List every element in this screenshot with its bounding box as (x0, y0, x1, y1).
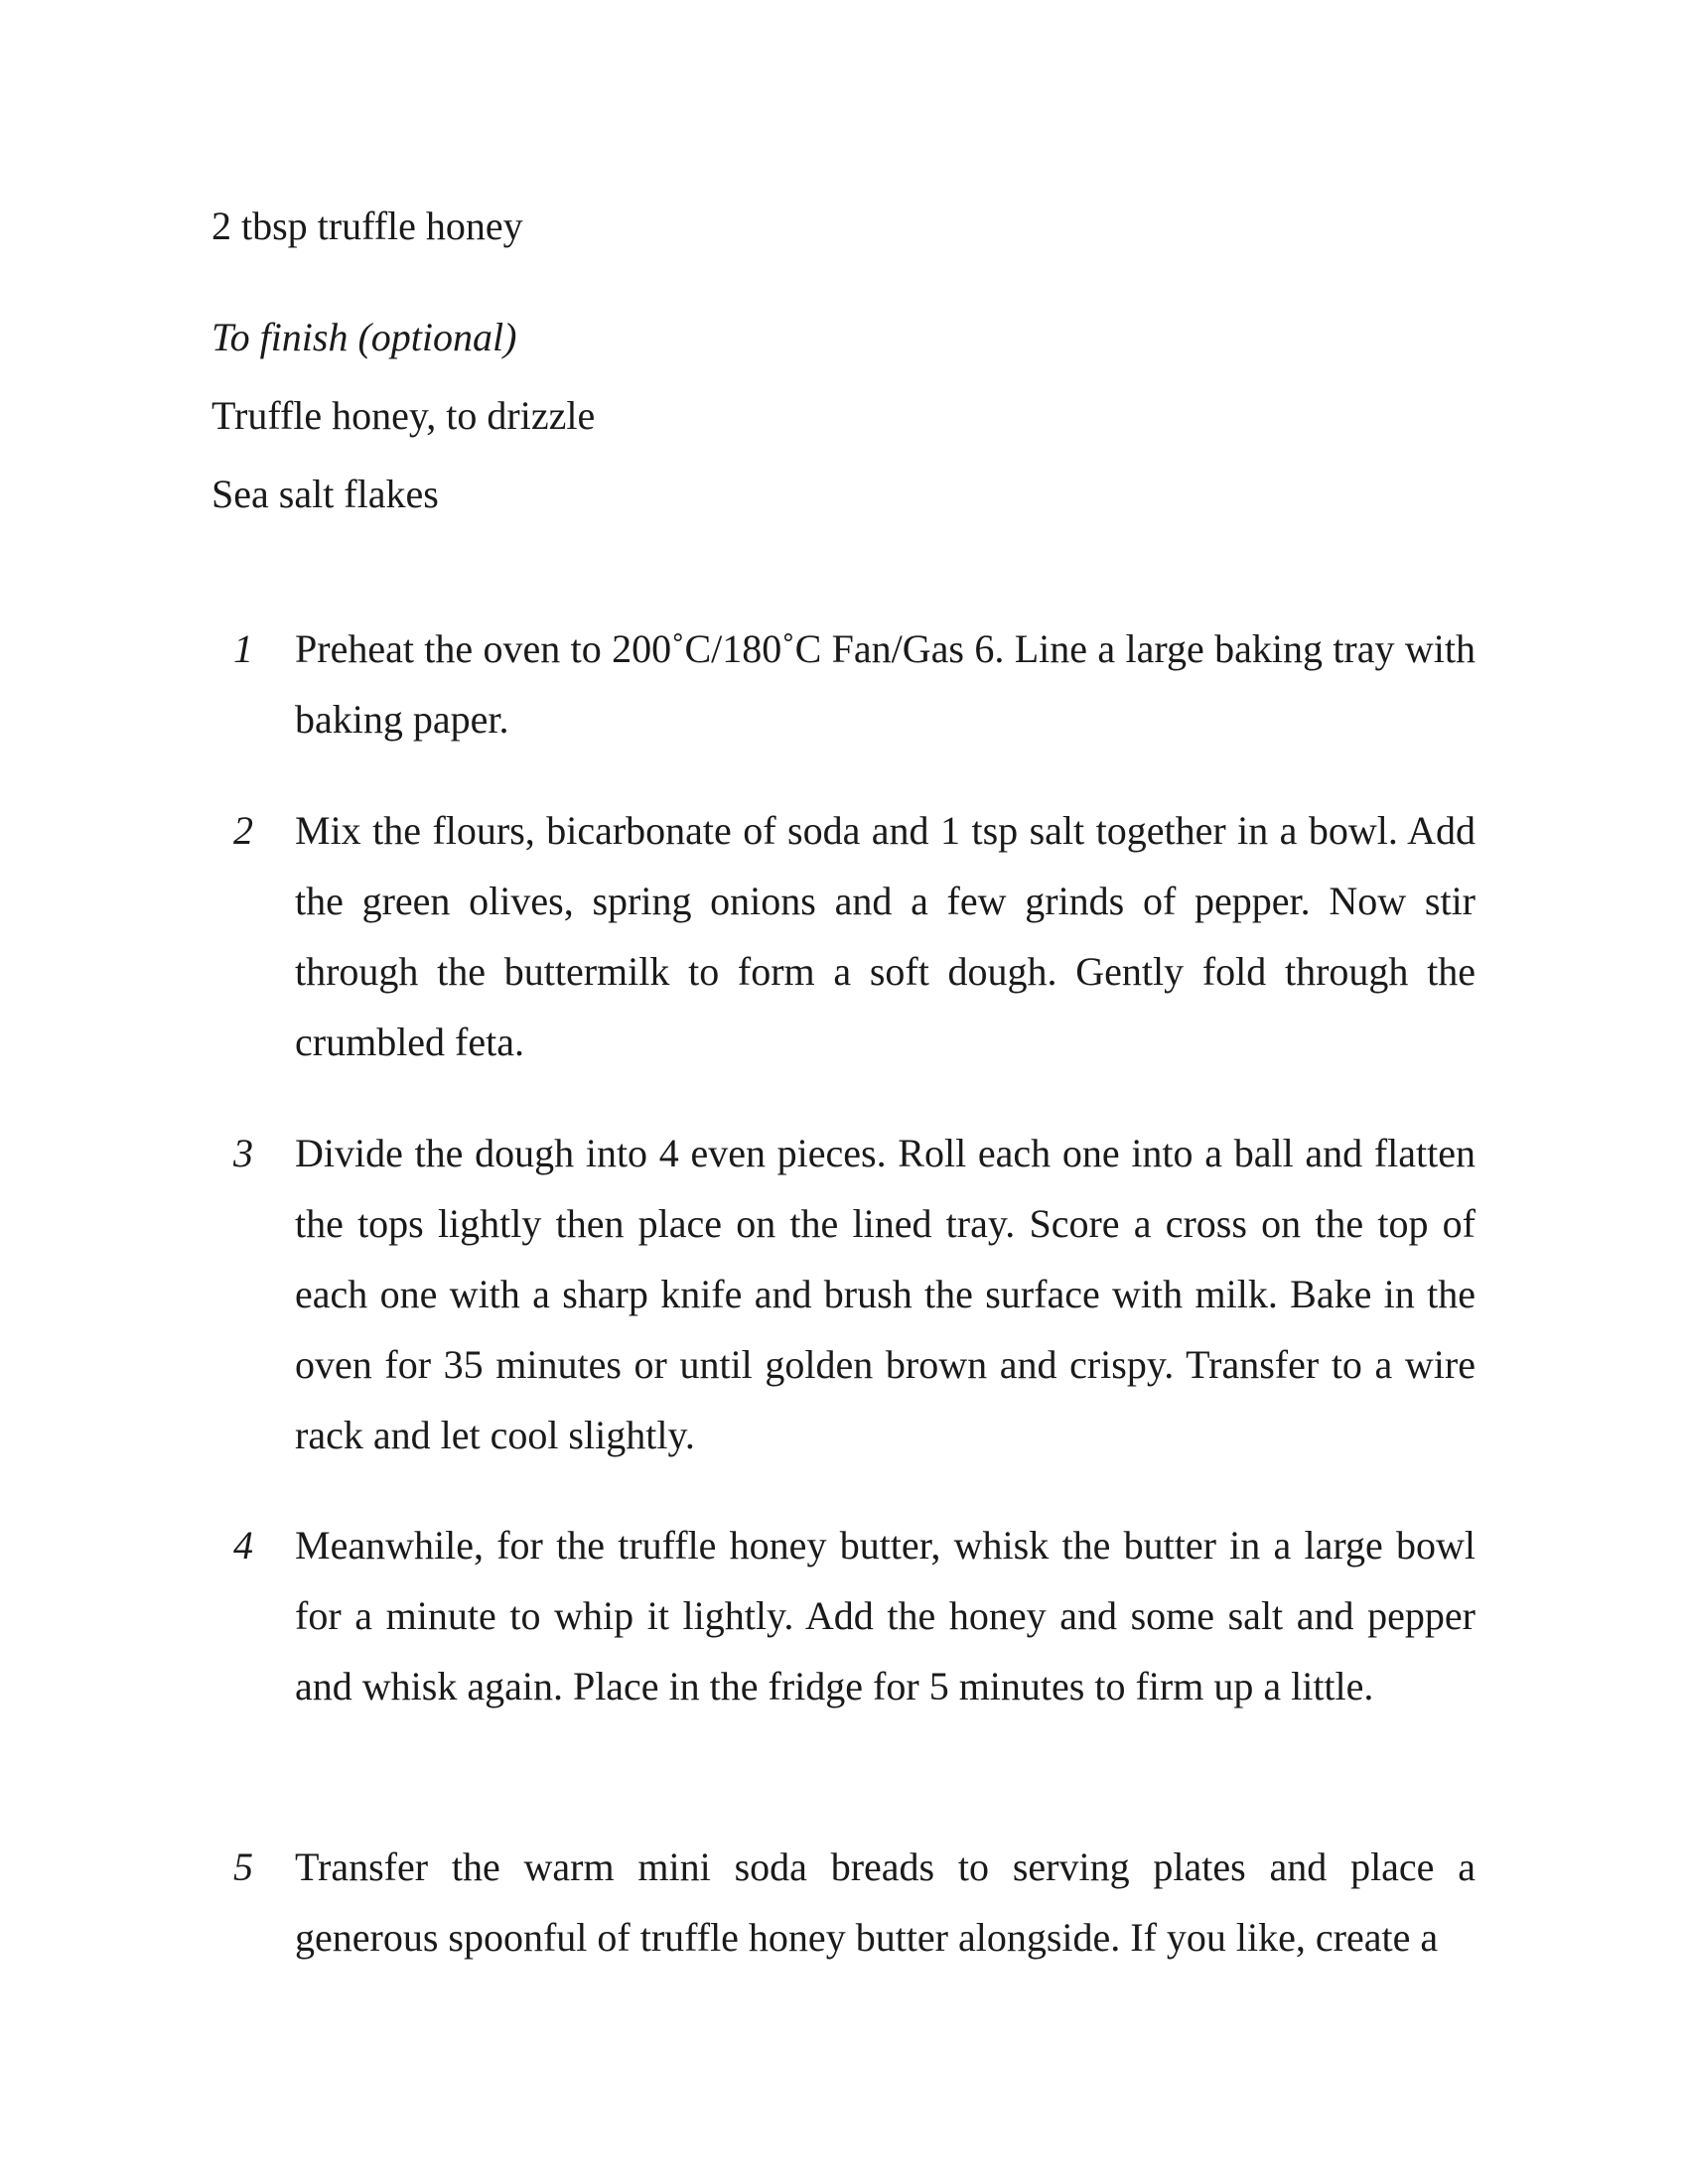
finish-item-sea-salt: Sea salt flakes (211, 472, 439, 516)
step-number: 4 (233, 1523, 253, 1568)
step-text: Mix the flours, bicarbonate of soda and 1 tsp salt together in a bowl. Add the green olives, spring onions and a few grinds of pepper. Now stir through the buttermilk to form a soft dough. Gently fold through the crumbled feta. (295, 808, 1476, 1064)
step-text: Meanwhile, for the truffle honey butter, whisk the butter in a large bowl for a minute to whip it lightly. Add the honey and some salt and pepper and whisk again. Place in the fridge for 5 minutes to firm up a little. (295, 1523, 1476, 1708)
ingredient-truffle-honey: 2 tbsp truffle honey (211, 204, 523, 248)
step-number: 3 (233, 1131, 253, 1175)
step-number: 1 (233, 626, 253, 671)
finish-item-truffle-honey: Truffle honey, to drizzle (211, 393, 596, 438)
step-text: Transfer the warm mini soda breads to serving plates and place a generous spoonful of truffle honey butter alongside. If you like, create a (295, 1844, 1476, 1960)
step-number: 2 (233, 808, 253, 853)
step-number: 5 (233, 1844, 253, 1889)
step-text: Divide the dough into 4 even pieces. Roll each one into a ball and flatten the tops lightly then place on the lined tray. Score a cross on the top of each one with a sharp knife and brush the surface with milk. Bake in the oven for 35 minutes or until golden brown and crispy. Transfer to a wire rack and let cool slightly. (295, 1131, 1476, 1457)
finish-heading: To finish (optional) (211, 315, 517, 359)
step-text: Preheat the oven to 200˚C/180˚C Fan/Gas 6. Line a large baking tray with baking paper. (295, 626, 1476, 742)
